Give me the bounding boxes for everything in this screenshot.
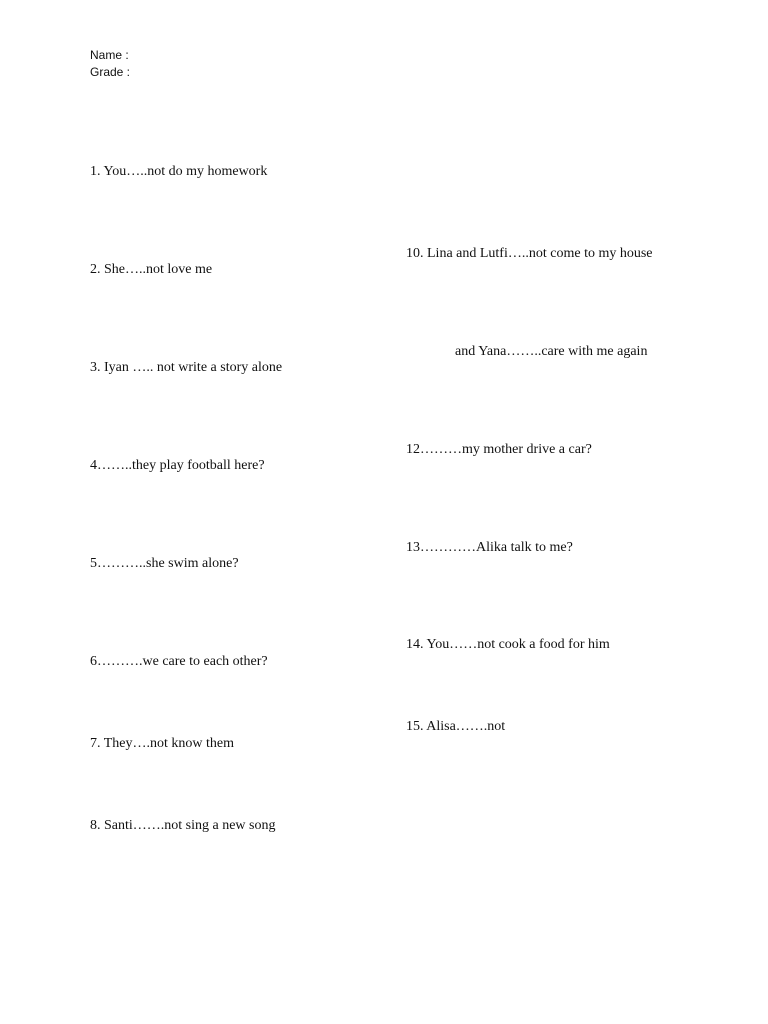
question-14: 14. You……not cook a food for him [406,637,610,652]
question-6: 6……….we care to each other? [90,654,268,669]
question-7: 7. They….not know them [90,736,235,751]
question-5: 5………..she swim alone? [90,556,239,571]
question-1: 1. You…..not do my homework [90,164,268,179]
grade-label: Grade : [90,65,131,79]
question-11-fragment: and Yana……..care with me again [455,344,648,359]
question-3: 3. Iyan ….. not write a story alone [90,360,283,375]
question-2: 2. She…..not love me [90,262,213,277]
name-label: Name : [90,48,129,62]
question-10: 10. Lina and Lutfi…..not come to my house [406,246,653,261]
question-8: 8. Santi…….not sing a new song [90,818,276,833]
question-13: 13…………Alika talk to me? [406,540,573,555]
question-4: 4……..they play football here? [90,458,265,473]
question-15: 15. Alisa…….not [406,719,506,734]
question-12: 12………my mother drive a car? [406,442,592,457]
